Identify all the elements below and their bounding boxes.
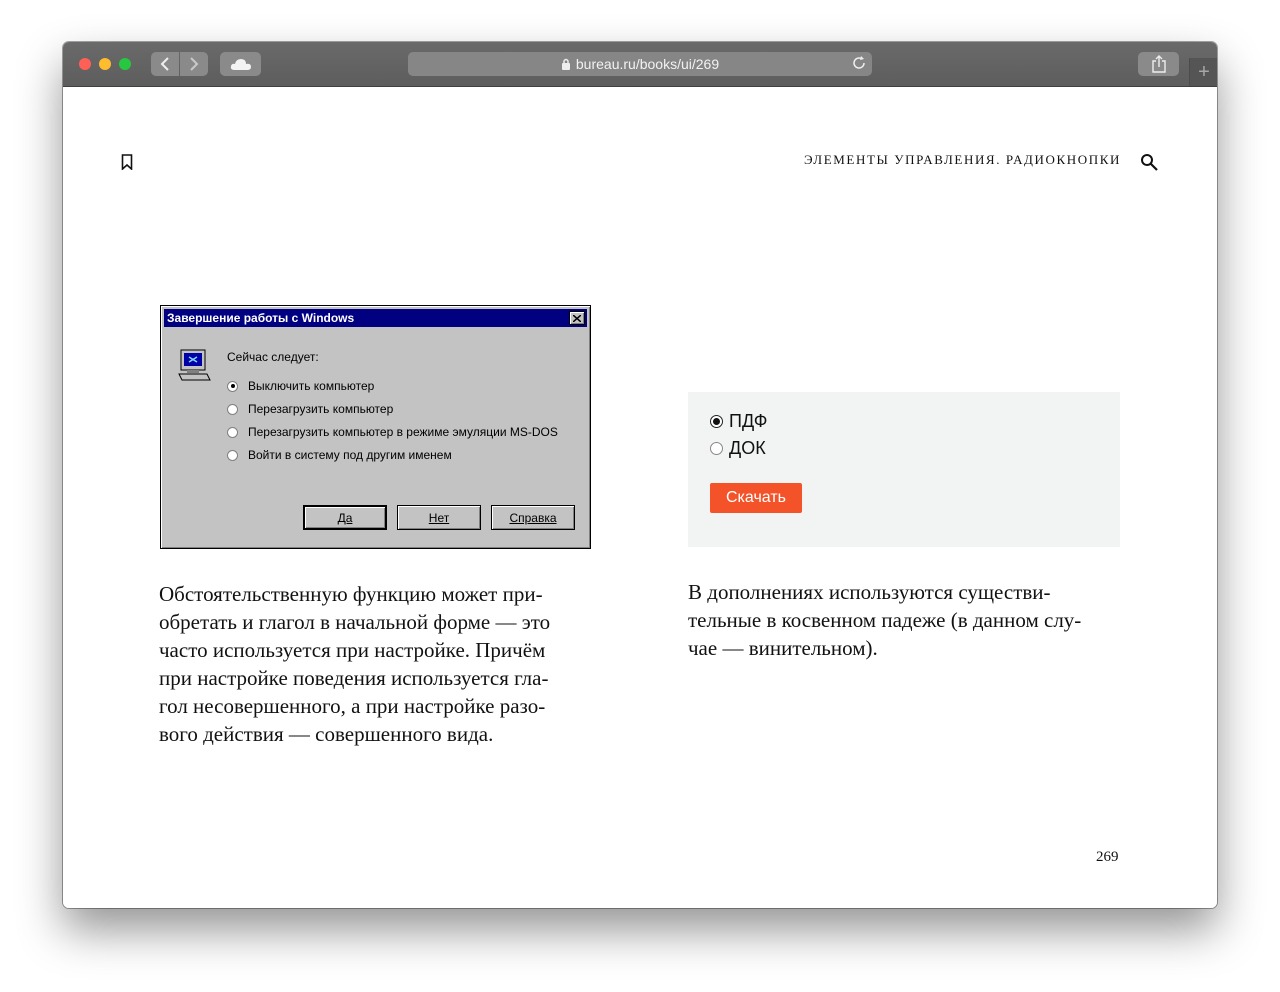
- address-bar[interactable]: [408, 52, 872, 76]
- fullscreen-window-button[interactable]: [119, 58, 131, 70]
- windows-shutdown-dialog: [160, 305, 591, 549]
- radio-button-selected[interactable]: [227, 381, 238, 392]
- close-window-button[interactable]: [79, 58, 91, 70]
- dialog-no-button[interactable]: Нет: [397, 505, 481, 530]
- radio-button[interactable]: [227, 427, 238, 438]
- text-line: обретать и глагол в начальной форме — это: [159, 610, 551, 634]
- right-paragraph: [688, 578, 1081, 662]
- share-button[interactable]: [1138, 52, 1179, 76]
- back-button[interactable]: [151, 52, 179, 76]
- format-option-pdf[interactable]: [710, 411, 767, 432]
- shutdown-option-logoff[interactable]: [227, 448, 452, 462]
- reload-icon[interactable]: [852, 56, 866, 70]
- share-icon: [1152, 55, 1166, 73]
- dialog-yes-button[interactable]: Да: [303, 505, 387, 530]
- bookmark-icon[interactable]: [121, 154, 133, 175]
- format-option-doc[interactable]: [710, 438, 766, 459]
- option-label: Перезагрузить компьютер: [248, 402, 394, 416]
- shutdown-option-msdos[interactable]: [227, 425, 558, 439]
- chevron-right-icon: [189, 57, 199, 71]
- radio-button[interactable]: [227, 404, 238, 415]
- dialog-close-button[interactable]: [569, 311, 585, 325]
- dialog-prompt: Сейчас следует:: [227, 350, 319, 364]
- section-title[interactable]: ЭЛЕМЕНТЫ УПРАВЛЕНИЯ. РАДИОКНОПКИ: [803, 152, 1121, 167]
- option-label: ДОК: [729, 438, 766, 458]
- dialog-titlebar: [164, 309, 587, 327]
- format-select-panel: [688, 392, 1120, 547]
- text-line: часто используется при настройке. Причём: [159, 638, 546, 662]
- radio-button[interactable]: [227, 450, 238, 461]
- option-label: Войти в систему под другим именем: [248, 448, 452, 462]
- text-line: гол несовершенного, а при настройке разо-: [159, 694, 546, 718]
- option-label: Выключить компьютер: [248, 379, 375, 393]
- new-tab-button[interactable]: +: [1189, 58, 1217, 86]
- option-label: ПДФ: [729, 411, 768, 431]
- url-text: bureau.ru/books/ui/269: [575, 56, 720, 72]
- page-content: [63, 87, 1217, 908]
- radio-button-selected[interactable]: [710, 415, 723, 428]
- shutdown-option-restart[interactable]: [227, 402, 393, 416]
- cloud-icon: [230, 57, 252, 71]
- text-line: Обстоятельственную функцию может при-: [159, 582, 543, 606]
- radio-button[interactable]: [710, 442, 723, 455]
- page-number: 269: [1096, 849, 1119, 865]
- text-line: вого действия — совершенного вида.: [159, 722, 494, 746]
- shutdown-option-shutdown[interactable]: [227, 379, 374, 393]
- browser-toolbar: [63, 42, 1217, 87]
- dialog-title: Завершение работы с Windows: [167, 311, 355, 325]
- download-button[interactable]: Скачать: [710, 483, 802, 513]
- minimize-window-button[interactable]: [99, 58, 111, 70]
- text-line: при настройке поведения используется гла-: [159, 666, 549, 690]
- computer-icon: [177, 348, 211, 385]
- search-icon[interactable]: [1140, 153, 1158, 176]
- icloud-tabs-button[interactable]: [220, 52, 261, 76]
- browser-window: [63, 42, 1217, 908]
- text-line: тельные в косвенном падеже (в данном слу-: [688, 608, 1082, 632]
- chevron-left-icon: [160, 57, 170, 71]
- text-line: чае — винительном).: [688, 636, 878, 660]
- dialog-help-button[interactable]: Справка: [491, 505, 575, 530]
- lock-icon: [561, 58, 571, 70]
- left-paragraph: [159, 580, 550, 748]
- close-icon: [573, 315, 581, 322]
- text-line: В дополнениях используются существи-: [688, 580, 1051, 604]
- option-label: Перезагрузить компьютер в режиме эмуляции MS-DOS: [248, 425, 558, 439]
- forward-button[interactable]: [180, 52, 208, 76]
